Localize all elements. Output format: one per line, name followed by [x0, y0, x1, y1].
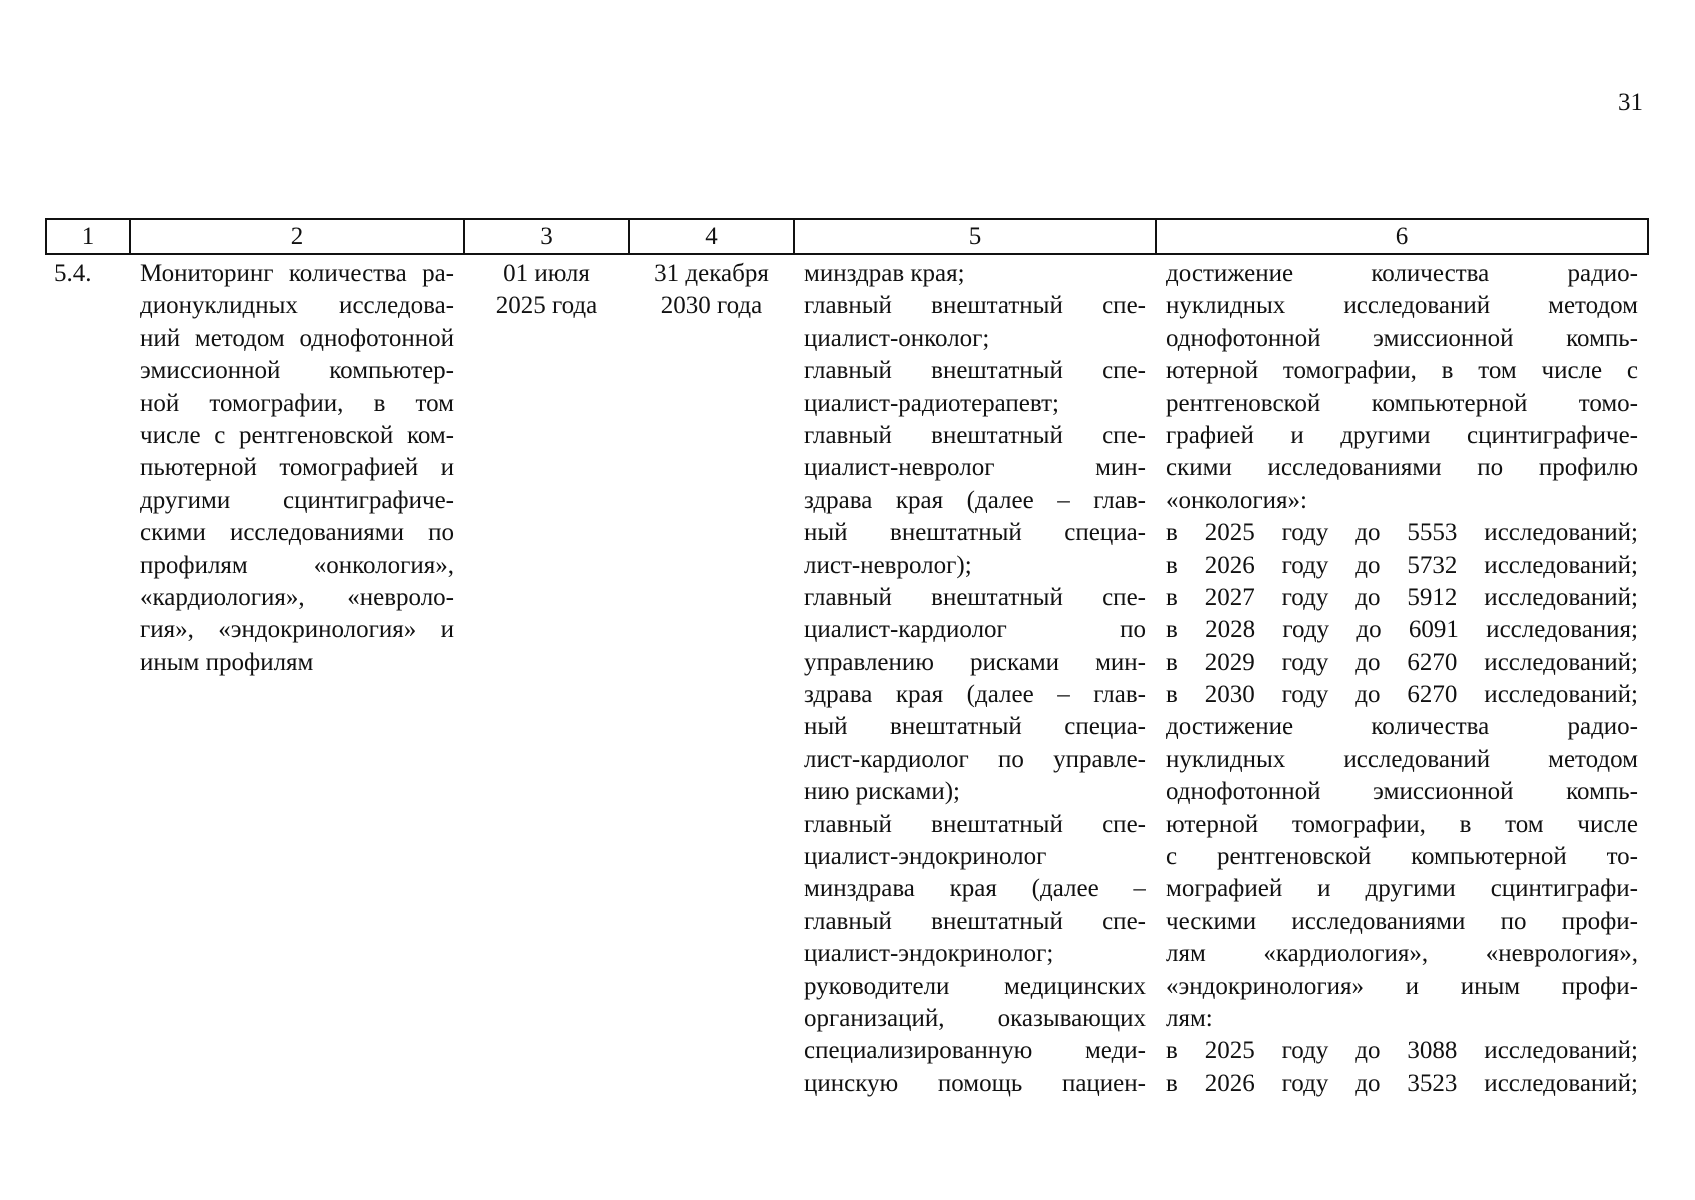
activity-cell	[130, 254, 464, 1100]
result-line: с рентгеновской компьютерной то-	[1166, 843, 1638, 871]
end-date-line: 2030 года	[660, 292, 763, 320]
result-line: в 2029 году до 6270 исследований;	[1166, 648, 1638, 676]
result-cell	[1156, 254, 1648, 1100]
responsible-line: управлению рисками мин-	[804, 648, 1146, 676]
activity-line: эмиссионной компьютер-	[140, 357, 454, 385]
result-line: ютерной томографии, в том числе	[1166, 810, 1638, 838]
result-line: однофотонной эмиссионной компь-	[1166, 778, 1638, 806]
responsible-line: цинскую помощь пациен-	[804, 1069, 1146, 1097]
result-line: в 2025 году до 5553 исследований;	[1166, 519, 1638, 547]
activity-line: пьютерной томографией и	[140, 454, 454, 482]
responsible-line: нию рисками);	[804, 778, 960, 806]
result-line: в 2026 году до 3523 исследований;	[1166, 1069, 1638, 1097]
end-date-line: 31 декабря	[654, 260, 769, 287]
column-header-3: 3	[464, 219, 629, 254]
responsible-line: минздрав края;	[804, 260, 965, 287]
activity-line: Мониторинг количества ра-	[140, 260, 454, 287]
plan-table	[45, 218, 1649, 1100]
column-header-6: 6	[1156, 219, 1648, 254]
activity-line: иным профилям	[140, 648, 314, 676]
result-line: мографией и другими сцинтиграфи-	[1166, 875, 1638, 903]
result-line: нуклидных исследований методом	[1166, 745, 1638, 773]
table-header-row	[46, 219, 1648, 254]
result-line: графией и другими сцинтиграфиче-	[1166, 421, 1638, 449]
result-line: «эндокринология» и иным профи-	[1166, 972, 1638, 1000]
result-line: достижение количества радио-	[1166, 260, 1638, 287]
result-line: в 2028 году до 6091 исследования;	[1166, 616, 1638, 644]
responsible-line: главный внештатный спе-	[804, 292, 1146, 320]
result-line: «онкология»:	[1166, 486, 1307, 514]
responsible-line: главный внештатный спе-	[804, 421, 1146, 449]
result-line: скими исследованиями по профилю	[1166, 454, 1638, 482]
result-line: ютерной томографии, в том числе с	[1166, 357, 1638, 385]
result-line: лям «кардиология», «неврология»,	[1166, 940, 1638, 968]
responsible-line: циалист-невролог мин-	[804, 454, 1146, 482]
result-line: в 2030 году до 6270 исследований;	[1166, 681, 1638, 709]
responsible-line: лист-кардиолог по управле-	[804, 745, 1146, 773]
item-number: 5.4.	[54, 260, 92, 287]
responsible-line: специализированную меди-	[804, 1037, 1146, 1065]
result-line: нуклидных исследований методом	[1166, 292, 1638, 320]
column-header-1: 1	[46, 219, 130, 254]
responsible-line: руководители медицинских	[804, 972, 1146, 1000]
activity-line: числе с рентгеновской ком-	[140, 421, 454, 449]
activity-line: профилям «онкология»,	[140, 551, 454, 579]
item-number-cell	[46, 254, 130, 1100]
responsible-line: главный внештатный спе-	[804, 907, 1146, 935]
responsible-line: главный внештатный спе-	[804, 810, 1146, 838]
responsible-line: главный внештатный спе-	[804, 583, 1146, 611]
column-header-5: 5	[794, 219, 1156, 254]
result-line: в 2027 году до 5912 исследований;	[1166, 583, 1638, 611]
responsible-line: главный внештатный спе-	[804, 357, 1146, 385]
responsible-line: ный внештатный специа-	[804, 519, 1146, 547]
result-line: однофотонной эмиссионной компь-	[1166, 324, 1638, 352]
start-date-line: 2025 года	[495, 292, 598, 320]
responsible-line: циалист-эндокринолог;	[804, 940, 1054, 968]
start-date-line: 01 июля	[503, 260, 590, 287]
result-line: ческими исследованиями по профи-	[1166, 907, 1638, 935]
responsible-line: здрава края (далее – глав-	[804, 681, 1146, 709]
result-line: в 2026 году до 5732 исследований;	[1166, 551, 1638, 579]
responsible-line: минздрава края (далее –	[804, 875, 1146, 903]
responsible-line: организаций, оказывающих	[804, 1004, 1146, 1032]
activity-line: другими сцинтиграфиче-	[140, 486, 454, 514]
result-line: в 2025 году до 3088 исследований;	[1166, 1037, 1638, 1065]
responsible-line: здрава края (далее – глав-	[804, 486, 1146, 514]
start-date-cell	[464, 254, 629, 1100]
responsible-line: циалист-эндокринолог	[804, 843, 1047, 871]
end-date-cell	[629, 254, 794, 1100]
column-header-2: 2	[130, 219, 464, 254]
activity-line: гия», «эндокринология» и	[140, 616, 454, 644]
activity-line: ной томографии, в том	[140, 389, 454, 417]
result-line: достижение количества радио-	[1166, 713, 1638, 741]
activity-line: «кардиология», «невроло-	[140, 583, 454, 611]
responsible-line: циалист-онколог;	[804, 324, 990, 352]
responsible-line: циалист-радиотерапевт;	[804, 389, 1059, 417]
result-line: лям:	[1166, 1004, 1213, 1032]
result-line: рентгеновской компьютерной томо-	[1166, 389, 1638, 417]
column-header-4: 4	[629, 219, 794, 254]
page-number: 31	[1618, 89, 1643, 116]
responsible-line: ный внештатный специа-	[804, 713, 1146, 741]
table-row	[46, 254, 1648, 1100]
responsible-line: циалист-кардиолог по	[804, 616, 1146, 644]
responsible-line: лист-невролог);	[804, 551, 972, 579]
responsible-cell	[794, 254, 1156, 1100]
activity-line: ний методом однофотонной	[140, 324, 454, 352]
activity-line: дионуклидных исследова-	[140, 292, 454, 320]
activity-line: скими исследованиями по	[140, 519, 454, 547]
